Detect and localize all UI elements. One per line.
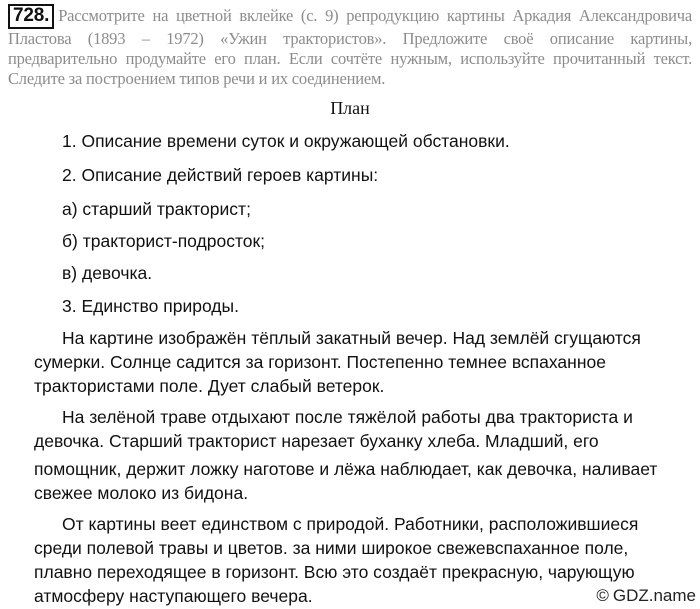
exercise-number: 728. [8,4,54,29]
essay-p3-line-1: От картины веет единством с природой. Работники, расположившиеся [62,514,639,534]
plan-item-2a: а) старший тракторист; [62,199,251,219]
copyright-icon: © [596,586,609,605]
watermark-site: GDZ.name [612,586,696,605]
essay-p1-line-1: На картине изображён тёплый закатный вечер. Над землёй сгущаются [62,328,641,348]
essay-p2-line-4: свежее молоко из бидона. [34,483,249,503]
plan-item-3: 3. Единство природы. [62,296,239,316]
plan-title: План [330,98,370,118]
essay-p2-line-2: девочка. Старший тракторист нарезает буханку хлеба. Младший, его [34,431,599,451]
essay-p2-line-3: помощник, держит ложку наготове и лёжа наблюдает, как девочка, наливает [34,459,658,479]
essay-p1-line-3: трактористами поле. Дует слабый ветерок. [34,376,385,396]
watermark [596,586,696,606]
plan-item-1: 1. Описание времени суток и окружающей обстановки. [62,131,510,151]
plan-item-2c: в) девочка. [62,263,153,283]
exercise-instructions: Рассмотрите на цветной вклейке (с. 9) репродукцию картины Аркадия Александровича Пластова (1893 – 1972) «Ужин трактористов». Предложите своё описание картины, предварительно продумайте его план. Если сочтёте нужным, используйте прочитанный текст. Следите за построением типов речи и их соединением. [8,6,692,88]
essay-p1-line-2: сумерки. Солнце садится за горизонт. Постепенно темнее вспаханное [34,352,606,372]
essay-p3-line-4: атмосферу наступающего вечера. [34,586,313,606]
plan-item-2b: б) тракторист-подросток; [62,231,266,251]
exercise-header [8,4,692,89]
plan-item-2: 2. Описание действий героев картины: [62,165,379,185]
essay-p3-line-2: среди полевой травы и цветов. за ними широкое свежевспаханное поле, [34,538,629,558]
essay-p3-line-3: плавно переходящее в горизонт. Всю это создаёт прекрасную, чарующую [34,562,635,582]
essay-p2-line-1: На зелёной траве отдыхают после тяжёлой работы два тракториста и [62,407,633,427]
